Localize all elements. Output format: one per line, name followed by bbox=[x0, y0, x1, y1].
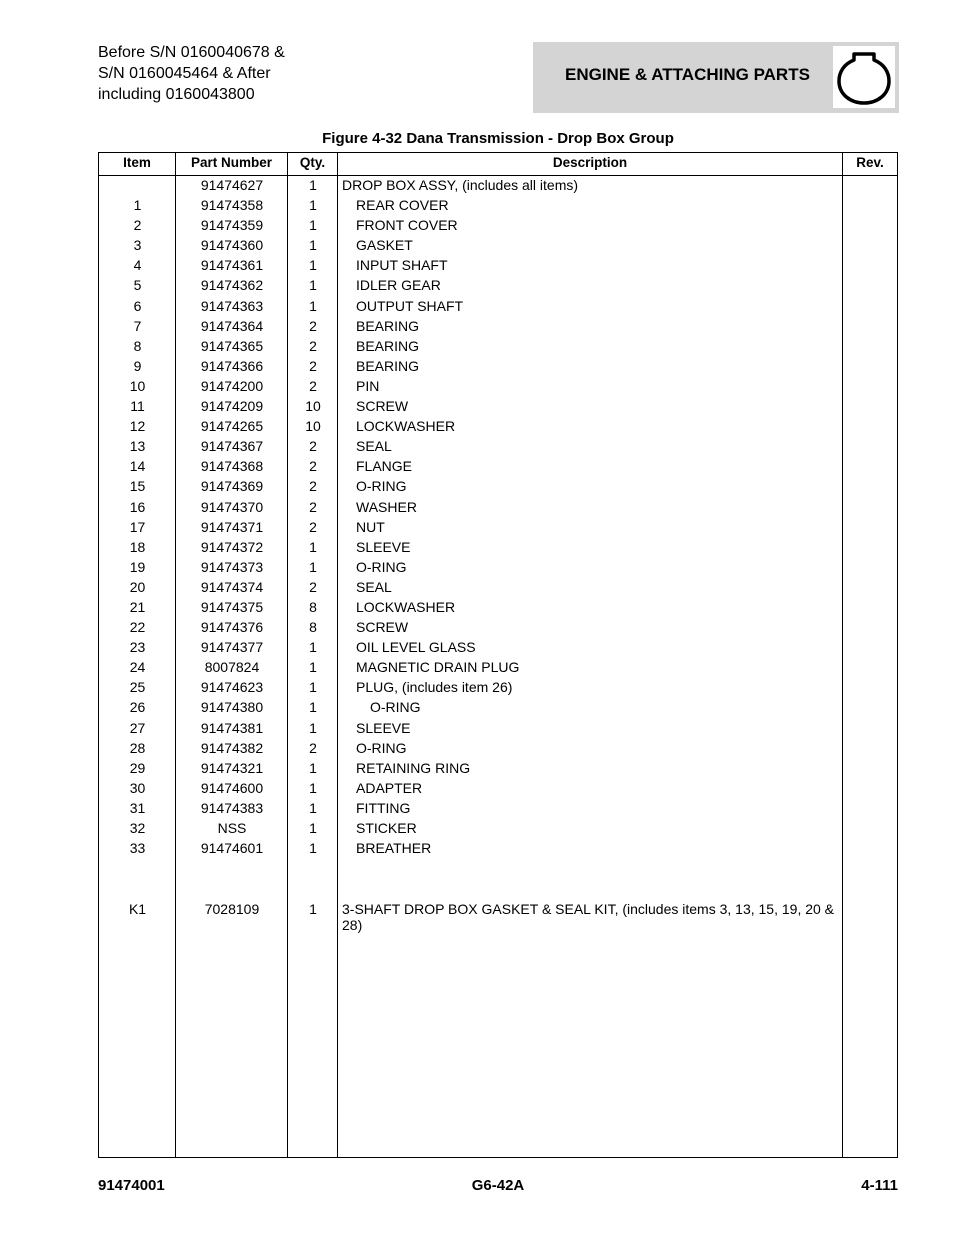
description-cell: BEARING bbox=[356, 317, 420, 334]
description-cell: SCREW bbox=[356, 619, 409, 636]
part-number-cell: 91474601 bbox=[200, 840, 264, 857]
item-cell: 3 bbox=[133, 237, 142, 254]
description-cell: LOCKWASHER bbox=[356, 598, 456, 615]
part-number-cell: 91474374 bbox=[200, 578, 264, 595]
item-cell: 17 bbox=[129, 518, 146, 535]
description-cell: REAR COVER bbox=[356, 197, 449, 214]
part-number-cell: 91474360 bbox=[200, 237, 264, 254]
description-cell: DROP BOX ASSY, (includes all items) bbox=[342, 177, 579, 193]
qty-cell: 1 bbox=[309, 257, 317, 274]
part-number-cell: 91474359 bbox=[200, 217, 264, 234]
item-cell: 9 bbox=[133, 357, 142, 374]
table-row bbox=[99, 758, 897, 778]
qty-cell: 2 bbox=[309, 357, 317, 374]
table-row bbox=[99, 235, 897, 255]
part-number-cell: 91474623 bbox=[200, 679, 264, 696]
item-cell: 14 bbox=[129, 458, 146, 475]
qty-cell: 2 bbox=[309, 578, 317, 595]
table-row bbox=[99, 537, 897, 557]
table-row bbox=[99, 275, 897, 295]
item-cell: 32 bbox=[129, 820, 146, 836]
description-cell: SEAL bbox=[356, 578, 392, 595]
serial-line: Before S/N 0160040678 & bbox=[98, 44, 285, 61]
qty-cell: 2 bbox=[309, 317, 317, 334]
part-number-cell: 91474363 bbox=[200, 297, 264, 314]
figure-title: Figure 4-32 Dana Transmission - Drop Box Group bbox=[322, 130, 674, 147]
description-cell: SCREW bbox=[356, 398, 409, 415]
qty-cell: 10 bbox=[305, 398, 321, 415]
description-cell: WASHER bbox=[356, 498, 417, 515]
footer-part-number: 91474001 bbox=[98, 1177, 165, 1194]
description-cell: BEARING bbox=[356, 337, 420, 354]
qty-cell: 8 bbox=[309, 619, 317, 636]
qty-cell: 1 bbox=[309, 699, 317, 716]
part-number-cell: 91474321 bbox=[200, 759, 264, 776]
item-cell: 11 bbox=[130, 398, 145, 415]
description-cell: O-RING bbox=[356, 478, 407, 495]
table-row bbox=[99, 376, 897, 396]
table-row bbox=[99, 557, 897, 577]
table-row bbox=[99, 436, 897, 456]
item-cell: 31 bbox=[129, 799, 146, 816]
table-row bbox=[99, 597, 897, 617]
item-cell: 22 bbox=[129, 619, 146, 636]
qty-cell: 2 bbox=[309, 739, 317, 756]
footer-model: G6-42A bbox=[471, 1177, 525, 1194]
section-header bbox=[533, 42, 899, 113]
description-cell: OUTPUT SHAFT bbox=[356, 297, 464, 314]
item-cell: 6 bbox=[133, 297, 142, 314]
engine-icon bbox=[833, 46, 895, 108]
table-row bbox=[99, 175, 897, 195]
item-cell: 2 bbox=[133, 217, 142, 234]
column-header-qty: Qty. bbox=[299, 155, 326, 170]
footer-page-number: 4-111 bbox=[861, 1177, 898, 1194]
row-spacer bbox=[99, 858, 897, 899]
part-number-cell: 91474209 bbox=[200, 398, 264, 415]
qty-cell: 1 bbox=[309, 799, 317, 816]
description-cell: FLANGE bbox=[356, 458, 413, 475]
table-row bbox=[99, 316, 897, 336]
qty-cell: 1 bbox=[309, 538, 317, 555]
qty-cell: 1 bbox=[309, 759, 317, 776]
table-row bbox=[99, 356, 897, 376]
description-cell: INPUT SHAFT bbox=[356, 257, 448, 274]
item-cell: 23 bbox=[129, 639, 146, 656]
item-cell: 16 bbox=[129, 498, 146, 515]
description-cell: STICKER bbox=[356, 820, 417, 836]
qty-cell: 2 bbox=[309, 377, 317, 394]
qty-cell: 2 bbox=[309, 498, 317, 515]
qty-cell: 1 bbox=[309, 840, 317, 857]
qty-cell: 2 bbox=[309, 478, 317, 495]
item-cell: 18 bbox=[129, 538, 146, 555]
part-number-cell: 91474627 bbox=[200, 177, 264, 193]
item-cell: 30 bbox=[129, 779, 146, 796]
serial-line: S/N 0160045464 & After bbox=[98, 65, 271, 82]
parts-table bbox=[98, 152, 898, 1158]
description-cell: 3-SHAFT DROP BOX GASKET & SEAL KIT, (includes items 3, 13, 15, 19, 20 & 28) bbox=[342, 901, 835, 934]
item-cell: 26 bbox=[129, 699, 146, 716]
table-row bbox=[99, 497, 897, 517]
table-row bbox=[99, 255, 897, 275]
description-cell: BEARING bbox=[356, 357, 420, 374]
part-number-cell: 91474382 bbox=[200, 739, 264, 756]
table-row bbox=[99, 818, 897, 838]
item-cell: 12 bbox=[129, 418, 146, 435]
table-row bbox=[99, 718, 897, 738]
item-cell: 4 bbox=[133, 257, 142, 274]
part-number-cell: 7028109 bbox=[204, 901, 260, 918]
qty-cell: 10 bbox=[305, 418, 321, 435]
description-cell: MAGNETIC DRAIN PLUG bbox=[356, 659, 520, 676]
table-row bbox=[99, 637, 897, 657]
part-number-cell: 91474383 bbox=[200, 799, 264, 816]
item-cell: 7 bbox=[133, 317, 142, 334]
qty-cell: 1 bbox=[309, 901, 317, 918]
qty-cell: 1 bbox=[309, 297, 317, 314]
item-cell: 24 bbox=[129, 659, 146, 676]
description-cell: OIL LEVEL GLASS bbox=[356, 639, 476, 656]
description-cell: SLEEVE bbox=[356, 719, 411, 736]
table-row bbox=[99, 336, 897, 356]
description-cell: PLUG, (includes item 26) bbox=[356, 679, 513, 696]
item-cell: 28 bbox=[129, 739, 146, 756]
part-number-cell: 91474365 bbox=[200, 337, 264, 354]
table-row bbox=[99, 677, 897, 697]
qty-cell: 1 bbox=[309, 277, 317, 294]
description-cell: SLEEVE bbox=[356, 538, 411, 555]
item-cell: 27 bbox=[129, 719, 146, 736]
section-title: ENGINE & ATTACHING PARTS bbox=[565, 65, 810, 84]
table-row bbox=[99, 899, 897, 939]
qty-cell: 1 bbox=[309, 639, 317, 656]
item-cell: 8 bbox=[133, 337, 142, 354]
qty-cell: 1 bbox=[309, 217, 317, 234]
table-row bbox=[99, 195, 897, 215]
item-cell: 5 bbox=[133, 277, 142, 294]
table-row bbox=[99, 798, 897, 818]
part-number-cell: 91474366 bbox=[200, 357, 264, 374]
qty-cell: 8 bbox=[309, 598, 317, 615]
part-number-cell: 91474376 bbox=[200, 619, 264, 636]
table-row bbox=[99, 577, 897, 597]
item-cell: 33 bbox=[129, 840, 146, 857]
part-number-cell: 8007824 bbox=[204, 659, 260, 676]
part-number-cell: 91474380 bbox=[200, 699, 264, 716]
table-row bbox=[99, 657, 897, 677]
qty-cell: 2 bbox=[309, 438, 317, 455]
parts-rows bbox=[99, 175, 897, 939]
column-header-part-number: Part Number bbox=[190, 155, 273, 170]
description-cell: IDLER GEAR bbox=[356, 277, 441, 294]
description-cell: O-RING bbox=[356, 739, 407, 756]
part-number-cell: 91474368 bbox=[200, 458, 264, 475]
part-number-cell: 91474381 bbox=[200, 719, 264, 736]
qty-cell: 1 bbox=[309, 679, 317, 696]
part-number-cell: 91474372 bbox=[200, 538, 264, 555]
part-number-cell: 91474370 bbox=[200, 498, 264, 515]
qty-cell: 1 bbox=[309, 197, 317, 214]
table-row bbox=[99, 396, 897, 416]
table-row bbox=[99, 476, 897, 496]
item-cell: 10 bbox=[129, 377, 146, 394]
table-row bbox=[99, 617, 897, 637]
description-cell: O-RING bbox=[356, 558, 407, 575]
table-row bbox=[99, 517, 897, 537]
table-row bbox=[99, 738, 897, 758]
description-cell: NUT bbox=[356, 518, 385, 535]
table-row bbox=[99, 697, 897, 717]
table-row bbox=[99, 778, 897, 798]
part-number-cell: 91474362 bbox=[200, 277, 264, 294]
item-cell: 29 bbox=[129, 759, 146, 776]
part-number-cell: NSS bbox=[217, 820, 247, 836]
qty-cell: 2 bbox=[309, 458, 317, 475]
qty-cell: 1 bbox=[309, 820, 317, 836]
qty-cell: 1 bbox=[309, 659, 317, 676]
table-row bbox=[99, 296, 897, 316]
column-header-item: Item bbox=[123, 155, 151, 170]
description-cell: BREATHER bbox=[356, 840, 432, 857]
table-row bbox=[99, 215, 897, 235]
description-cell: O-RING bbox=[370, 699, 421, 716]
serial-number-note bbox=[98, 42, 285, 105]
item-cell: 25 bbox=[129, 679, 146, 696]
part-number-cell: 91474600 bbox=[200, 779, 264, 796]
item-cell: 15 bbox=[129, 478, 146, 495]
description-cell: LOCKWASHER bbox=[356, 418, 456, 435]
item-cell: 1 bbox=[133, 197, 142, 214]
part-number-cell: 91474265 bbox=[200, 418, 264, 435]
table-row bbox=[99, 838, 897, 858]
table-row bbox=[99, 456, 897, 476]
column-header-rev: Rev. bbox=[856, 155, 884, 170]
item-cell: 19 bbox=[129, 558, 146, 575]
qty-cell: 1 bbox=[309, 779, 317, 796]
description-cell: FRONT COVER bbox=[356, 217, 458, 234]
description-cell: FITTING bbox=[356, 799, 411, 816]
part-number-cell: 91474369 bbox=[200, 478, 264, 495]
qty-cell: 1 bbox=[309, 177, 317, 193]
part-number-cell: 91474364 bbox=[200, 317, 264, 334]
qty-cell: 2 bbox=[309, 337, 317, 354]
qty-cell: 1 bbox=[309, 558, 317, 575]
description-cell: GASKET bbox=[356, 237, 413, 254]
part-number-cell: 91474373 bbox=[200, 558, 264, 575]
part-number-cell: 91474358 bbox=[200, 197, 264, 214]
item-cell: 20 bbox=[129, 578, 146, 595]
qty-cell: 2 bbox=[309, 518, 317, 535]
description-cell: PIN bbox=[356, 377, 380, 394]
serial-line: including 0160043800 bbox=[98, 86, 255, 103]
item-cell: K1 bbox=[128, 901, 147, 918]
item-cell: 21 bbox=[129, 598, 146, 615]
description-cell: RETAINING RING bbox=[356, 759, 471, 776]
qty-cell: 1 bbox=[309, 719, 317, 736]
part-number-cell: 91474367 bbox=[200, 438, 264, 455]
item-cell: 13 bbox=[129, 438, 146, 455]
part-number-cell: 91474375 bbox=[200, 598, 264, 615]
qty-cell: 1 bbox=[309, 237, 317, 254]
description-cell: SEAL bbox=[356, 438, 392, 455]
part-number-cell: 91474377 bbox=[200, 639, 264, 656]
table-row bbox=[99, 416, 897, 436]
description-cell: ADAPTER bbox=[356, 779, 423, 796]
part-number-cell: 91474200 bbox=[200, 377, 264, 394]
part-number-cell: 91474371 bbox=[200, 518, 264, 535]
part-number-cell: 91474361 bbox=[200, 257, 264, 274]
column-header-description: Description bbox=[552, 155, 628, 170]
